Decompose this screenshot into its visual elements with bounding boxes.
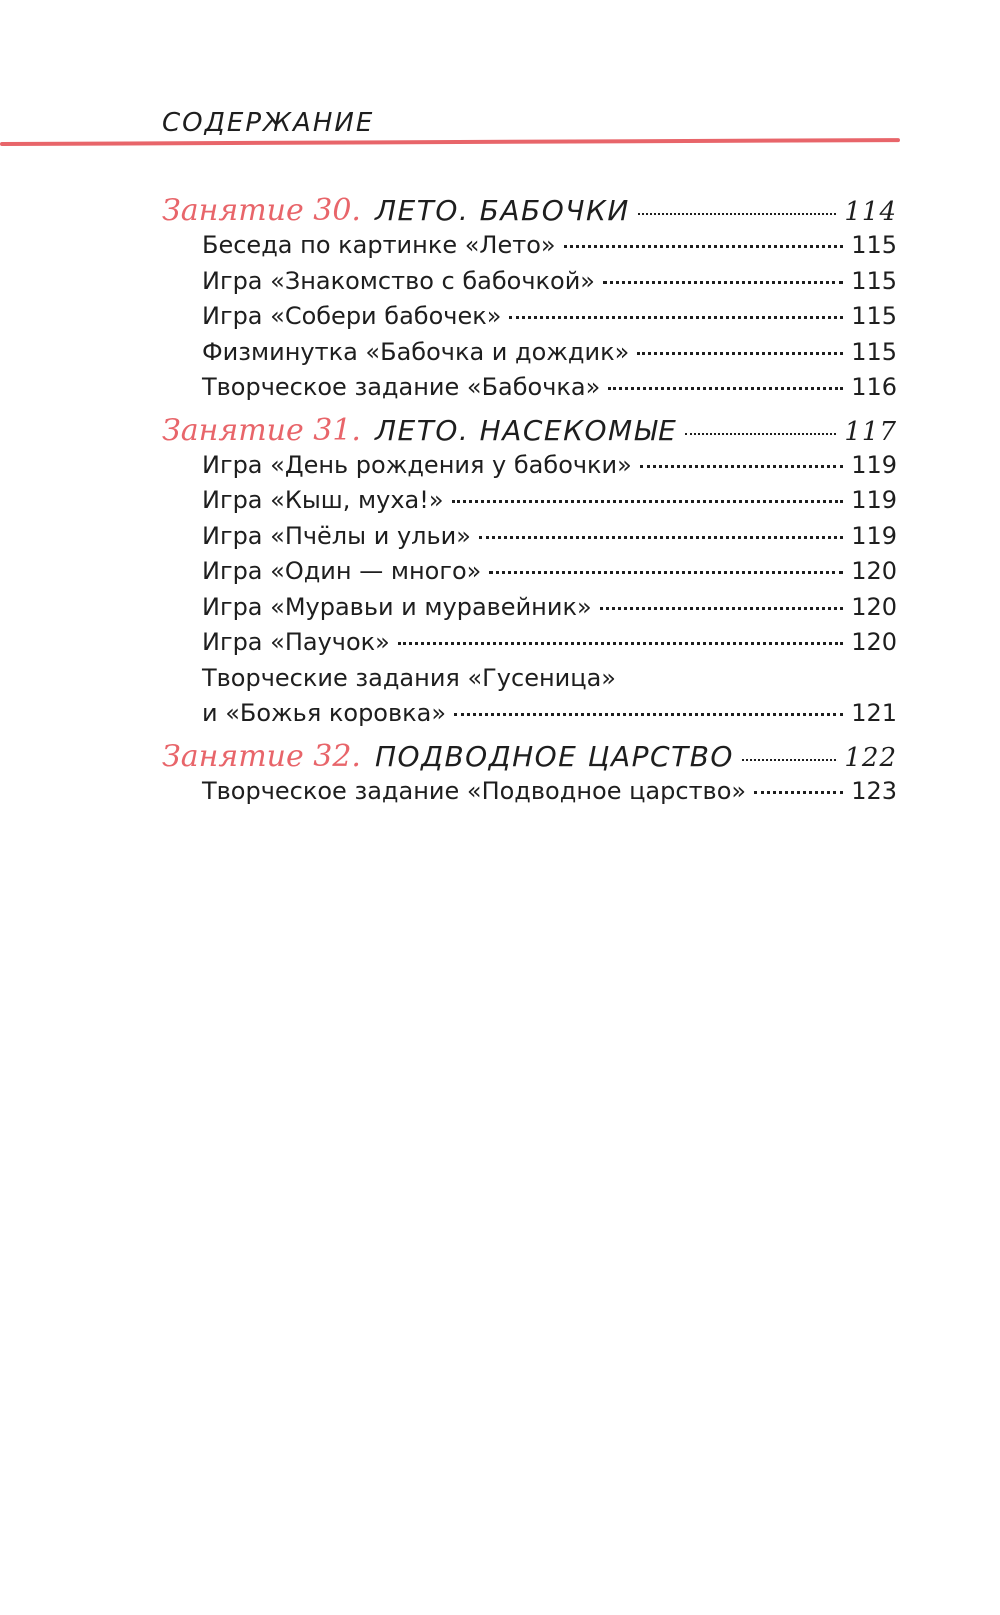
toc-item[interactable] <box>162 557 897 593</box>
page-number: 117 <box>844 416 897 447</box>
item-title: Игра «Пчёлы и ульи» <box>202 521 471 550</box>
dot-leader <box>608 387 843 390</box>
page-number: 115 <box>851 302 897 330</box>
dot-leader <box>564 245 844 248</box>
dot-leader <box>454 713 843 716</box>
item-title: Творческое задание «Бабочка» <box>202 373 601 401</box>
item-title: Игра «Муравьи и муравейник» <box>202 592 592 621</box>
lesson-number: Занятие 30. <box>162 193 361 228</box>
toc-item[interactable] <box>162 451 897 487</box>
page-number: 122 <box>844 742 897 773</box>
header-rule <box>0 138 900 146</box>
page-number: 119 <box>851 486 897 514</box>
item-title-continuation: и «Божья коровка» <box>202 699 447 727</box>
toc-lesson-31[interactable] <box>162 413 897 451</box>
page-number: 115 <box>851 231 897 259</box>
toc-item[interactable] <box>162 777 897 813</box>
item-title: Творческое задание «Подводное царство» <box>202 776 747 805</box>
page-number: 123 <box>851 776 897 805</box>
toc-item-continuation[interactable] <box>162 699 897 735</box>
item-title: Творческие задания «Гусеница» <box>202 663 616 692</box>
item-title: Игра «Один — много» <box>202 557 482 585</box>
toc-item[interactable] <box>162 522 897 558</box>
dot-leader <box>754 791 843 794</box>
dot-leader <box>742 759 836 761</box>
page-number: 119 <box>851 521 897 550</box>
page-number: 120 <box>851 628 897 656</box>
item-title: Игра «Знакомство с бабочкой» <box>202 266 595 295</box>
lesson-number: Занятие 31. <box>162 412 361 448</box>
table-of-contents <box>162 193 897 812</box>
toc-item[interactable] <box>162 664 897 700</box>
dot-leader <box>600 607 844 610</box>
dot-leader <box>509 316 843 319</box>
page-number: 120 <box>851 557 897 585</box>
dot-leader <box>637 352 843 355</box>
toc-lesson-32[interactable] <box>162 739 897 777</box>
dot-leader <box>638 213 837 215</box>
lesson-title: ЛЕТО. БАБОЧКИ <box>374 194 630 227</box>
item-title: Игра «Кыш, муха!» <box>202 486 444 514</box>
lesson-number: Занятие 32. <box>162 738 361 774</box>
dot-leader <box>603 281 843 284</box>
toc-item[interactable] <box>162 267 897 303</box>
toc-item[interactable] <box>162 373 897 409</box>
page-number: 114 <box>844 197 897 227</box>
toc-item[interactable] <box>162 302 897 338</box>
page-number: 119 <box>851 450 897 479</box>
item-title: Игра «Собери бабочек» <box>202 302 502 330</box>
dot-leader <box>489 571 843 574</box>
page-number: 115 <box>851 266 897 295</box>
lesson-title: ПОДВОДНОЕ ЦАРСТВО <box>374 739 734 773</box>
lesson-title: ЛЕТО. НАСЕКОМЫЕ <box>374 413 678 447</box>
dot-leader <box>398 642 843 645</box>
page-number: 121 <box>851 699 897 727</box>
page-number: 116 <box>851 373 897 401</box>
dot-leader <box>479 536 843 539</box>
toc-lesson-30[interactable] <box>162 193 897 231</box>
dot-leader <box>640 465 843 468</box>
toc-item[interactable] <box>162 486 897 522</box>
item-title: Игра «День рождения у бабочки» <box>202 450 632 479</box>
item-title: Беседа по картинке «Лето» <box>202 231 556 259</box>
dot-leader <box>685 433 836 435</box>
toc-item[interactable] <box>162 231 897 267</box>
toc-item[interactable] <box>162 628 897 664</box>
item-title: Игра «Паучок» <box>202 628 390 656</box>
toc-item[interactable] <box>162 593 897 629</box>
item-title: Физминутка «Бабочка и дождик» <box>202 337 630 366</box>
page-number: 115 <box>851 337 897 366</box>
page-number: 120 <box>851 592 897 621</box>
toc-item[interactable] <box>162 338 897 374</box>
dot-leader <box>452 500 844 503</box>
page-title: СОДЕРЖАНИЕ <box>162 108 375 138</box>
